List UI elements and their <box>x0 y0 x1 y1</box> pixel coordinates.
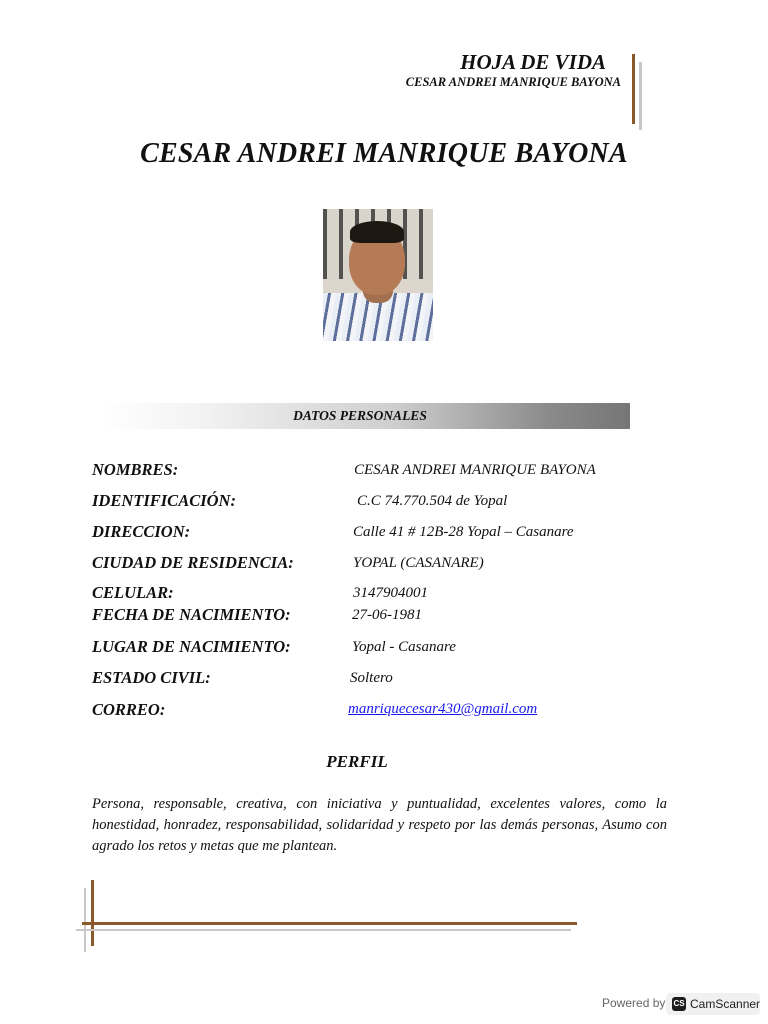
perfil-title: PERFIL <box>326 752 388 771</box>
profile-photo <box>323 209 433 341</box>
footer-accent-vertical <box>91 880 94 946</box>
email-link[interactable]: manriquecesar430@gmail.com <box>348 701 538 717</box>
section-title-datos-personales: DATOS PERSONALES <box>293 408 427 423</box>
value-identificacion: C.C 74.770.504 de Yopal <box>357 493 508 509</box>
label-correo: CORREO: <box>92 700 166 719</box>
camscanner-brand: CamScanner <box>690 997 761 1011</box>
value-direccion: Calle 41 # 12B-28 Yopal – Casanare <box>353 524 574 540</box>
perfil-text: Persona, responsable, creativa, con iniciativa y puntualidad, excelentes valores, como la honestidad, honradez, responsabilidad, solidaridad y respeto por las demás personas, Asumo con agrado los retos y metas que me plantean. <box>92 796 667 854</box>
value-fecha-nacimiento: 27-06-1981 <box>352 607 422 623</box>
footer-accent-horizontal-shadow <box>76 929 571 931</box>
value-estado-civil: Soltero <box>350 670 393 686</box>
label-celular: CELULAR: <box>92 583 174 602</box>
label-lugar-nacimiento: LUGAR DE NACIMIENTO: <box>92 637 291 656</box>
value-nombres: CESAR ANDREI MANRIQUE BAYONA <box>354 462 596 478</box>
label-direccion: DIRECCION: <box>92 522 191 541</box>
camscanner-logo-icon: CS <box>672 997 686 1011</box>
value-lugar-nacimiento: Yopal - Casanare <box>352 639 456 655</box>
value-celular: 3147904001 <box>353 585 428 601</box>
powered-by-text: Powered by <box>602 996 666 1010</box>
label-identificacion: IDENTIFICACIÓN: <box>92 491 236 510</box>
camscanner-badge <box>666 993 760 1015</box>
footer-accent-vertical-shadow <box>84 888 86 952</box>
header-accent-line <box>632 54 635 124</box>
label-ciudad-residencia: CIUDAD DE RESIDENCIA: <box>92 553 294 572</box>
value-correo <box>348 701 537 718</box>
label-estado-civil: ESTADO CIVIL: <box>92 668 211 687</box>
footer-accent-horizontal <box>82 922 577 925</box>
header-accent-line-shadow <box>639 62 642 130</box>
value-ciudad-residencia: YOPAL (CASANARE) <box>353 555 484 571</box>
header-subtitle: CESAR ANDREI MANRIQUE BAYONA <box>405 75 621 89</box>
header-title: HOJA DE VIDA <box>460 50 606 74</box>
label-nombres: NOMBRES: <box>92 460 179 479</box>
candidate-name: CESAR ANDREI MANRIQUE BAYONA <box>140 138 628 169</box>
label-fecha-nacimiento: FECHA DE NACIMIENTO: <box>92 605 291 624</box>
